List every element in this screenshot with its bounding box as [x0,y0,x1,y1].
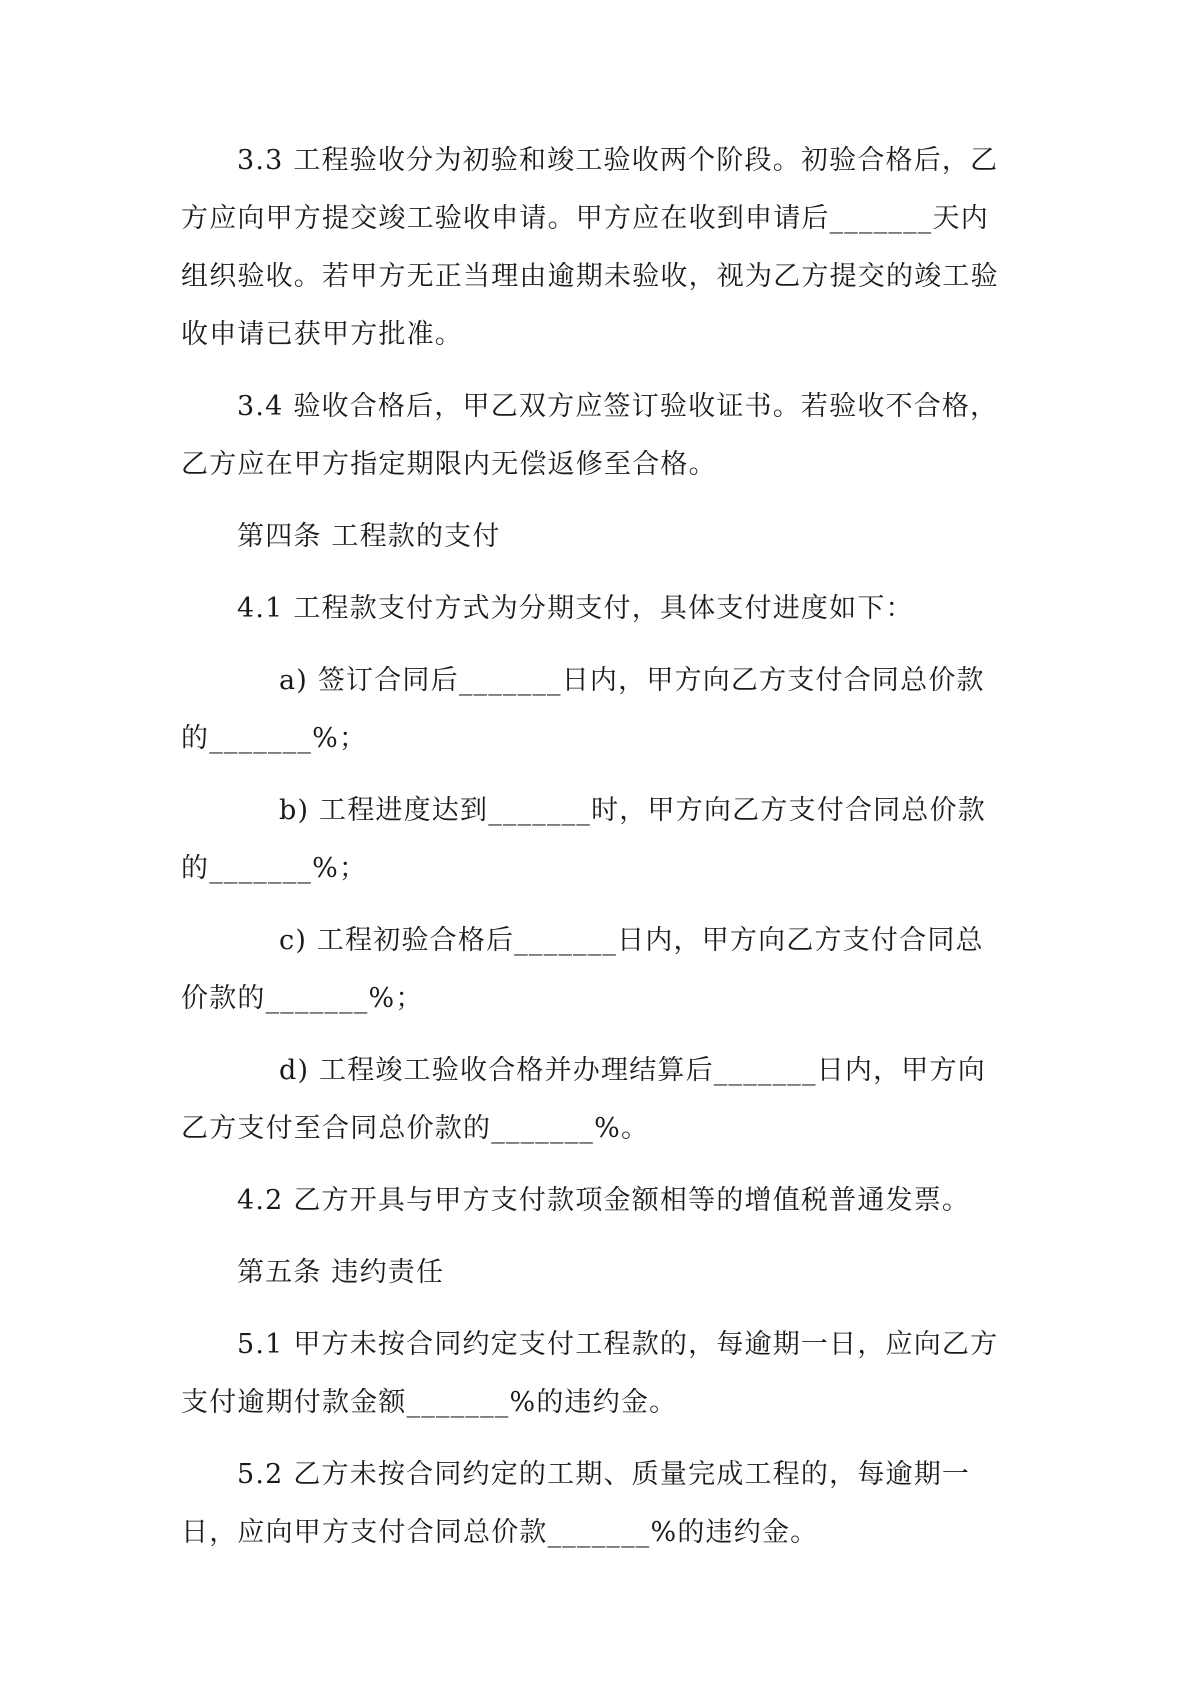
clause-4-1-a: a) 签订合同后_______日内，甲方向乙方支付合同总价款的_______%； [181,665,985,754]
clause-5-1: 5.1 甲方未按合同约定支付工程款的，每逾期一日，应向乙方支付逾期付款金额_______%的违约金。 [181,1329,999,1418]
clause-4-2: 4.2 乙方开具与甲方支付款项金额相等的增值税普通发票。 [237,1185,971,1216]
clause-5-2: 5.2 乙方未按合同约定的工期、质量完成工程的，每逾期一日，应向甲方支付合同总价款_______%的违约金。 [181,1459,971,1548]
clause-3-3: 3.3 工程验收分为初验和竣工验收两个阶段。初验合格后，乙方应向甲方提交竣工验收申请。甲方应在收到申请后_______天内组织验收。若甲方无正当理由逾期未验收，视为乙方提交的竣工验收申请已获甲方批准。 [181,145,999,350]
clause-4-1-d: d) 工程竣工验收合格并办理结算后_______日内，甲方向乙方支付至合同总价款的_______%。 [181,1055,986,1144]
article-5-heading: 第五条 违约责任 [237,1257,445,1288]
article-4-heading: 第四条 工程款的支付 [237,521,501,552]
clause-3-4: 3.4 验收合格后，甲乙双方应签订验收证书。若验收不合格，乙方应在甲方指定期限内无偿返修至合格。 [181,391,999,480]
clause-4-1: 4.1 工程款支付方式为分期支付，具体支付进度如下： [237,593,914,624]
document-body [181,132,1011,1576]
clause-4-1-c: c) 工程初验合格后_______日内，甲方向乙方支付合同总价款的_______%； [181,925,984,1014]
clause-4-1-b: b) 工程进度达到_______时，甲方向乙方支付合同总价款的_______%； [181,795,986,884]
